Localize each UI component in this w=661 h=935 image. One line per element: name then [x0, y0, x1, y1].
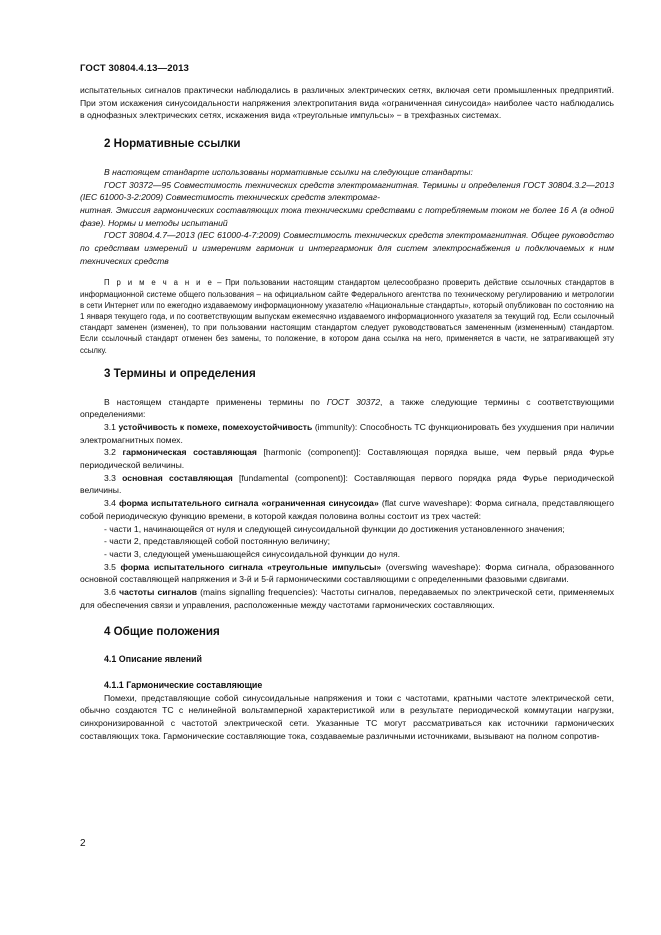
- term-definition: (overswing waveshape): Форма сигнала, образованного основной составляющей напряжения и 3-й и 5-й гармоническими составляющими с определенными фазовыми сдвигами.: [80, 561, 614, 585]
- term-definition: [harmonic (component)]: Составляющая порядка выше, чем первый ряда Фурье периодической величины.: [80, 447, 615, 471]
- document-header: ГОСТ 30804.4.13—2013: [80, 63, 189, 74]
- term-number: 3.5: [104, 561, 121, 572]
- term-3-4-part-2: - части 2, представляющей собой постоянную величину;: [104, 536, 331, 547]
- subsection-4-1-1-heading: 4.1.1 Гармонические составляющие: [104, 679, 263, 690]
- terms-intro-text-end: , а также следующие термины с соответствующими определениями:: [80, 396, 614, 420]
- intro-paragraph: испытательных сигналов практически наблюдались в различных электрических сетях, включая сети промышленных предприятий. При этом искажения синусоидальности напряжения электропитания вида «ограниченная синусоида» наиболее часто наблюдались в однофазных электрических сетях, искажения вида «треугольные импульсы» − в трехфазных системах.: [80, 85, 614, 121]
- term-definition: (immunity): Способность ТС функционировать без ухудшения при наличии электромагнитных помех.: [80, 421, 614, 445]
- section-4-heading: 4 Общие положения: [104, 624, 220, 638]
- term-name: основная составляющая: [122, 472, 233, 483]
- term-definition: (mains signalling frequencies): Частоты сигналов, передаваемых по электрической сети, применяемых для обеспечения связи и управления, расположенные между частотами гармонических составляющих.: [80, 587, 614, 610]
- reference-gost-30804-3-2-cont: нитная. Эмиссия гармонических составляющих тока техническими средствами с потребляемым током не более 16 А (в одной фазе). Нормы и методы испытаний: [80, 204, 614, 228]
- references-note: [80, 277, 614, 355]
- term-3-3: [80, 472, 614, 497]
- term-number: 3.3: [104, 472, 123, 483]
- term-definition: (flat curve waveshape): Форма сигнала, представляющего собой периодическую функцию времени, в которой каждая половина волны состоит из трех частей:: [80, 498, 614, 521]
- term-name: гармоническая составляющая: [122, 447, 257, 458]
- term-name: устойчивость к помехе, помехоустойчивость: [118, 421, 313, 432]
- term-number: 3.2: [104, 447, 123, 458]
- section-3-heading: 3 Термины и определения: [104, 366, 256, 380]
- term-3-4-part-1: - части 1, начинающейся от нуля и следующей синусоидальной функции до достижения установленного значения;: [104, 523, 565, 534]
- references-intro: В настоящем стандарте использованы нормативные ссылки на следующие стандарты:: [104, 166, 473, 177]
- normative-references: [80, 166, 614, 268]
- note-label: П р и м е ч а н и е: [104, 278, 214, 288]
- term-definition: [fundamental (component)]: Составляющая первого порядка ряда Фурье периодической величины.: [80, 472, 614, 496]
- term-3-4: [80, 497, 614, 522]
- term-3-5: [80, 561, 614, 586]
- reference-gost-30372: ГОСТ 30372—95 Совместимость технических средств электромагнитная. Термины и определения ГОСТ 30804.3.2—2013 (IEC 61000-3-2:2009) Совместимость технических средств электромаг-: [80, 179, 614, 203]
- term-name: форма испытательного сигнала «треугольные импульсы»: [120, 561, 382, 572]
- term-name: частоты сигналов: [119, 587, 197, 598]
- term-number: 3.4: [104, 498, 120, 509]
- term-number: 3.6: [104, 587, 120, 598]
- term-3-4-part-3: - части 3, следующей уменьшающейся синусоидальной функции до нуля.: [104, 549, 400, 559]
- reference-gost-30804-4-7: ГОСТ 30804.4.7—2013 (IEC 61000-4-7:2009) Совместимость технических средств электромагнитная. Общее руководство по средствам измерений и измерениям гармоник и интергармоник для систем электроснабжения и подключаемых к ним технических средств: [80, 230, 614, 266]
- term-3-1: [80, 421, 614, 446]
- page-number: 2: [80, 838, 86, 849]
- harmonics-paragraph: Помехи, представляющие собой синусоидальные напряжения и токи с частотами, кратными частоте электрической сети, обычно создаются ТС с нелинейной вольтамперной характеристикой или в результате периодической коммутации нагрузки, синхронизированной с частотой электрической сети. Указанные ТС могут рассматриваться как источники гармонических составляющих тока. Гармонические составляющие тока, создаваемые различными источниками, вызывают на полном сопротив-: [80, 692, 614, 741]
- term-3-2: [80, 446, 614, 471]
- section-2-heading: 2 Нормативные ссылки: [104, 137, 241, 151]
- subsection-4-1-heading: 4.1 Описание явлений: [104, 654, 202, 665]
- term-3-6: [80, 586, 614, 611]
- term-number: 3.1: [104, 421, 119, 432]
- terms-intro-text: В настоящем стандарте применены термины по: [104, 396, 327, 407]
- note-text: – При пользовании настоящим стандартом целесообразно проверить действие ссылочных стандартов в информационной системе общего пользования – на официальном сайте Федерального агентства по техническому регулированию и метрологии в сети Интернет или по ежегодно издаваемому информационному указателю «Национальные стандарты», который опубликован по состоянию на 1 января текущего года, и по соответствующим выпускам ежемесячно издаваемого информационного указателя за текущий год. Если ссылочный стандарт заменен (изменен), то при пользовании настоящим стандартом следует руководствоваться замененным (измененным) стандартом. Если ссылочный стандарт отменен без замены, то положение, в котором дана ссылка на него, применяется в части, не затрагивающей эту ссылку.: [80, 278, 614, 355]
- terms-intro: [80, 396, 614, 421]
- document-body: [80, 84, 614, 742]
- term-name: форма испытательного сигнала «ограниченная синусоида»: [119, 498, 379, 509]
- terms-intro-ref: ГОСТ 30372: [326, 396, 380, 407]
